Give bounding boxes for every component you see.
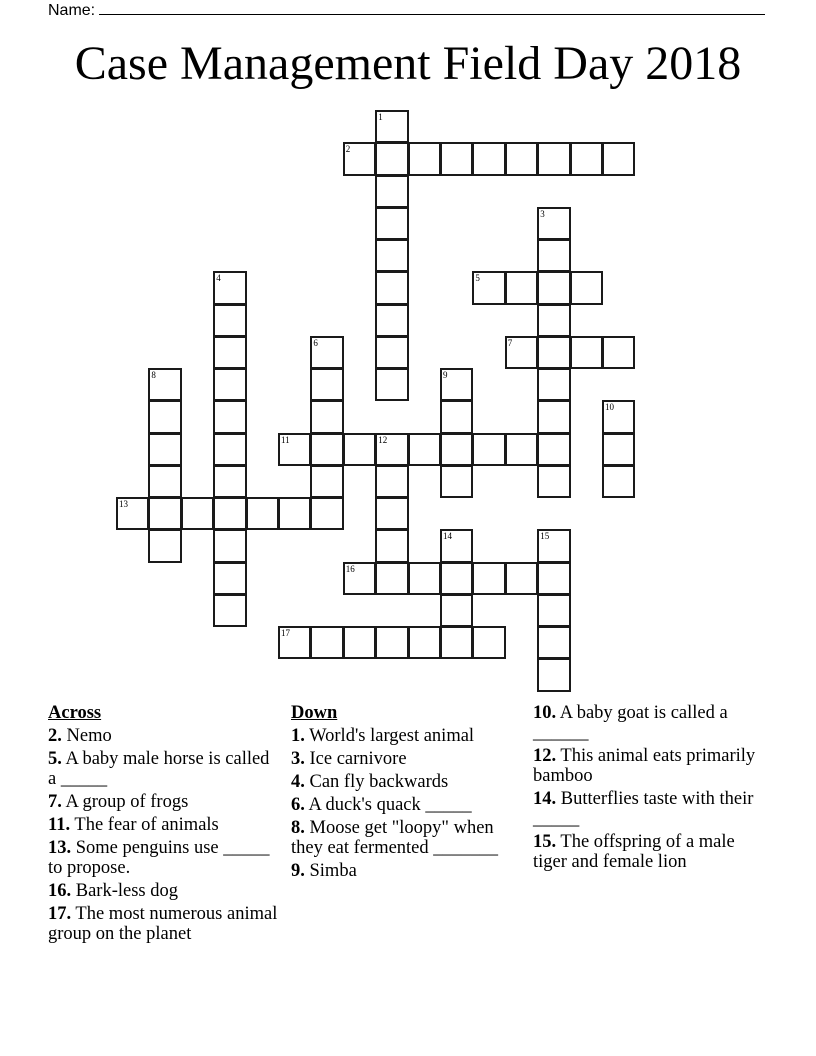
across-clue-list xyxy=(48,726,280,944)
grid-cell[interactable] xyxy=(440,626,473,659)
clue-number: 10. xyxy=(533,703,557,723)
grid-cell[interactable] xyxy=(440,400,473,433)
grid-cell[interactable] xyxy=(537,433,570,466)
clue-number: 4. xyxy=(291,772,305,792)
grid-cell[interactable] xyxy=(537,239,570,272)
grid-cell[interactable] xyxy=(537,304,570,337)
grid-cell[interactable] xyxy=(375,175,408,208)
grid-cell[interactable] xyxy=(537,368,570,401)
grid-cell[interactable] xyxy=(570,336,603,369)
clue-item xyxy=(291,726,523,746)
clue-text: Some penguins use _____ to propose. xyxy=(48,838,270,878)
cell-number: 4 xyxy=(216,273,221,284)
cell-number: 1 xyxy=(378,112,383,122)
clue-text: The offspring of a male tiger and female lion xyxy=(533,832,735,872)
clue-number: 16. xyxy=(48,881,72,901)
grid-cell[interactable] xyxy=(537,465,570,498)
grid-cell[interactable] xyxy=(148,433,181,466)
grid-cell[interactable] xyxy=(408,626,441,659)
clue-text: The fear of animals xyxy=(74,815,219,835)
cell-number: 3 xyxy=(540,208,545,219)
grid-cell[interactable] xyxy=(505,433,538,466)
grid-cell[interactable] xyxy=(472,433,505,466)
grid-cell[interactable] xyxy=(213,336,246,369)
grid-cell[interactable] xyxy=(472,271,505,304)
grid-cell[interactable] xyxy=(148,497,181,530)
clue-text: A duck's quack _____ xyxy=(308,795,472,815)
clue-item xyxy=(291,861,523,881)
clue-number: 6. xyxy=(291,795,305,815)
clue-text: This animal eats primarily bamboo xyxy=(533,746,756,786)
grid-cell[interactable] xyxy=(375,142,408,175)
grid-cell[interactable] xyxy=(213,400,246,433)
clue-text: Moose get "loopy" when they eat fermented _______ xyxy=(291,818,499,858)
grid-cell[interactable] xyxy=(213,271,246,304)
grid-cell[interactable] xyxy=(213,529,246,562)
grid-cell[interactable] xyxy=(440,465,473,498)
grid-cell[interactable] xyxy=(310,400,343,433)
grid-cell[interactable] xyxy=(148,465,181,498)
grid-cell[interactable] xyxy=(116,497,149,530)
grid-cell[interactable] xyxy=(213,562,246,595)
clue-item xyxy=(533,832,773,872)
cell-number: 14 xyxy=(443,531,452,542)
grid-cell[interactable] xyxy=(440,142,473,175)
grid-cell[interactable] xyxy=(537,529,570,562)
grid-cell[interactable] xyxy=(278,626,311,659)
clue-number: 12. xyxy=(533,746,557,766)
grid-cell[interactable] xyxy=(181,497,214,530)
cell-number: 15 xyxy=(540,531,550,542)
grid-cell[interactable] xyxy=(537,271,570,304)
grid-cell[interactable] xyxy=(537,336,570,369)
clue-text: Can fly backwards xyxy=(309,772,449,792)
grid-cell[interactable] xyxy=(310,433,343,466)
down-clues xyxy=(291,703,523,884)
grid-cell[interactable] xyxy=(537,594,570,627)
clue-item xyxy=(533,746,773,786)
grid-cell[interactable] xyxy=(310,368,343,401)
clue-text: The most numerous animal group on the planet xyxy=(48,904,278,944)
clue-item xyxy=(48,881,280,901)
clue-text: Nemo xyxy=(66,726,112,746)
grid-cell[interactable] xyxy=(375,562,408,595)
grid-cell[interactable] xyxy=(148,368,181,401)
cell-number: 13 xyxy=(119,499,128,509)
grid-cell[interactable] xyxy=(472,142,505,175)
clue-item xyxy=(48,749,280,789)
grid-cell[interactable] xyxy=(375,110,408,143)
grid-cell[interactable] xyxy=(213,594,246,627)
grid-cell[interactable] xyxy=(278,433,311,466)
clue-text: A group of frogs xyxy=(65,792,189,812)
cell-number: 6 xyxy=(313,337,318,348)
grid-cell[interactable] xyxy=(148,400,181,433)
cell-number: 5 xyxy=(475,273,480,284)
grid-cell[interactable] xyxy=(310,336,343,369)
grid-cell[interactable] xyxy=(375,207,408,240)
grid-cell[interactable] xyxy=(602,142,635,175)
grid-cell[interactable] xyxy=(505,142,538,175)
cell-number: 8 xyxy=(151,370,156,380)
grid-cell[interactable] xyxy=(408,433,441,466)
clue-item xyxy=(48,792,280,812)
clue-number: 13. xyxy=(48,838,72,858)
clue-text: A baby male horse is called a _____ xyxy=(48,749,270,789)
grid-cell[interactable] xyxy=(537,626,570,659)
clue-number: 3. xyxy=(291,749,305,769)
grid-cell[interactable] xyxy=(537,658,570,691)
cell-number: 12 xyxy=(378,434,388,445)
grid-cell[interactable] xyxy=(602,433,635,466)
down-clue-list xyxy=(291,726,523,881)
clue-text: World's largest animal xyxy=(309,726,475,746)
cell-number: 17 xyxy=(281,628,290,638)
clue-item xyxy=(291,795,523,815)
grid-cell[interactable] xyxy=(213,368,246,401)
clue-text: A baby goat is called a ______ xyxy=(533,703,728,743)
clue-number: 11. xyxy=(48,815,71,835)
clue-number: 8. xyxy=(291,818,305,838)
across-heading: Across xyxy=(48,703,102,723)
grid-cell[interactable] xyxy=(570,142,603,175)
clue-text: Butterflies taste with their _____ xyxy=(533,789,754,829)
grid-cell[interactable] xyxy=(537,400,570,433)
cell-number: 16 xyxy=(345,563,355,574)
clue-item xyxy=(291,749,523,769)
grid-cell[interactable] xyxy=(375,271,408,304)
grid-cell[interactable] xyxy=(213,433,246,466)
grid-cell[interactable] xyxy=(408,562,441,595)
grid-cell[interactable] xyxy=(375,368,408,401)
page-title: Case Management Field Day 2018 xyxy=(74,37,742,90)
clue-item xyxy=(533,789,773,829)
grid-cell[interactable] xyxy=(472,562,505,595)
grid-cell[interactable] xyxy=(343,142,376,175)
grid-cell[interactable] xyxy=(310,626,343,659)
across-clues xyxy=(48,703,280,947)
grid-cell[interactable] xyxy=(505,336,538,369)
grid-cell[interactable] xyxy=(343,626,376,659)
clue-number: 17. xyxy=(48,904,72,924)
down-clue-list-continued xyxy=(533,703,773,872)
grid-cell[interactable] xyxy=(408,142,441,175)
grid-cell[interactable] xyxy=(375,336,408,369)
cell-number: 11 xyxy=(281,434,290,445)
grid-cell[interactable] xyxy=(602,465,635,498)
grid-cell[interactable] xyxy=(375,239,408,272)
clue-number: 2. xyxy=(48,726,62,746)
grid-cell[interactable] xyxy=(602,336,635,369)
grid-cell[interactable] xyxy=(440,529,473,562)
grid-cell[interactable] xyxy=(505,562,538,595)
cell-number: 2 xyxy=(345,144,351,155)
clue-number: 9. xyxy=(291,861,305,881)
cell-number: 9 xyxy=(443,370,448,380)
clue-text: Simba xyxy=(309,861,357,881)
grid-cell[interactable] xyxy=(213,497,246,530)
clue-number: 5. xyxy=(48,749,62,769)
grid-cell[interactable] xyxy=(440,433,473,466)
grid-cell[interactable] xyxy=(537,142,570,175)
grid-cell[interactable] xyxy=(310,497,343,530)
grid-cell[interactable] xyxy=(375,304,408,337)
clue-item xyxy=(48,904,280,944)
clue-item xyxy=(533,703,773,743)
grid-cell[interactable] xyxy=(343,433,376,466)
grid-cell[interactable] xyxy=(440,594,473,627)
down-heading: Down xyxy=(291,703,338,723)
grid-cell[interactable] xyxy=(602,400,635,433)
clue-number: 7. xyxy=(48,792,62,812)
clue-number: 14. xyxy=(533,789,557,809)
grid-cell[interactable] xyxy=(148,529,181,562)
cell-number: 7 xyxy=(507,337,513,348)
grid-cell[interactable] xyxy=(537,207,570,240)
grid-cell[interactable] xyxy=(246,497,279,530)
down-clues-continued xyxy=(533,703,773,875)
grid-cell[interactable] xyxy=(343,562,376,595)
grid-cell[interactable] xyxy=(472,626,505,659)
clue-item xyxy=(291,772,523,792)
clue-text: Bark-less dog xyxy=(75,881,178,901)
grid-cell[interactable] xyxy=(505,271,538,304)
grid-cell[interactable] xyxy=(213,465,246,498)
clue-item xyxy=(291,818,523,858)
clue-item xyxy=(48,815,280,835)
clue-text: Ice carnivore xyxy=(309,749,407,769)
clue-number: 15. xyxy=(533,832,557,852)
grid-cell[interactable] xyxy=(213,304,246,337)
name-label: Name: xyxy=(48,2,96,19)
clue-number: 1. xyxy=(291,726,305,746)
grid-cell[interactable] xyxy=(278,497,311,530)
grid-cell[interactable] xyxy=(537,562,570,595)
grid-cell[interactable] xyxy=(440,368,473,401)
grid-cell[interactable] xyxy=(310,465,343,498)
clue-item xyxy=(48,838,280,878)
grid-cell[interactable] xyxy=(375,433,408,466)
grid-cell[interactable] xyxy=(375,465,408,498)
grid-cell[interactable] xyxy=(375,497,408,530)
cell-number: 10 xyxy=(605,402,614,413)
grid-cell[interactable] xyxy=(440,562,473,595)
grid-cell[interactable] xyxy=(375,626,408,659)
grid-cell[interactable] xyxy=(570,271,603,304)
grid-cell[interactable] xyxy=(375,529,408,562)
clue-item xyxy=(48,726,280,746)
